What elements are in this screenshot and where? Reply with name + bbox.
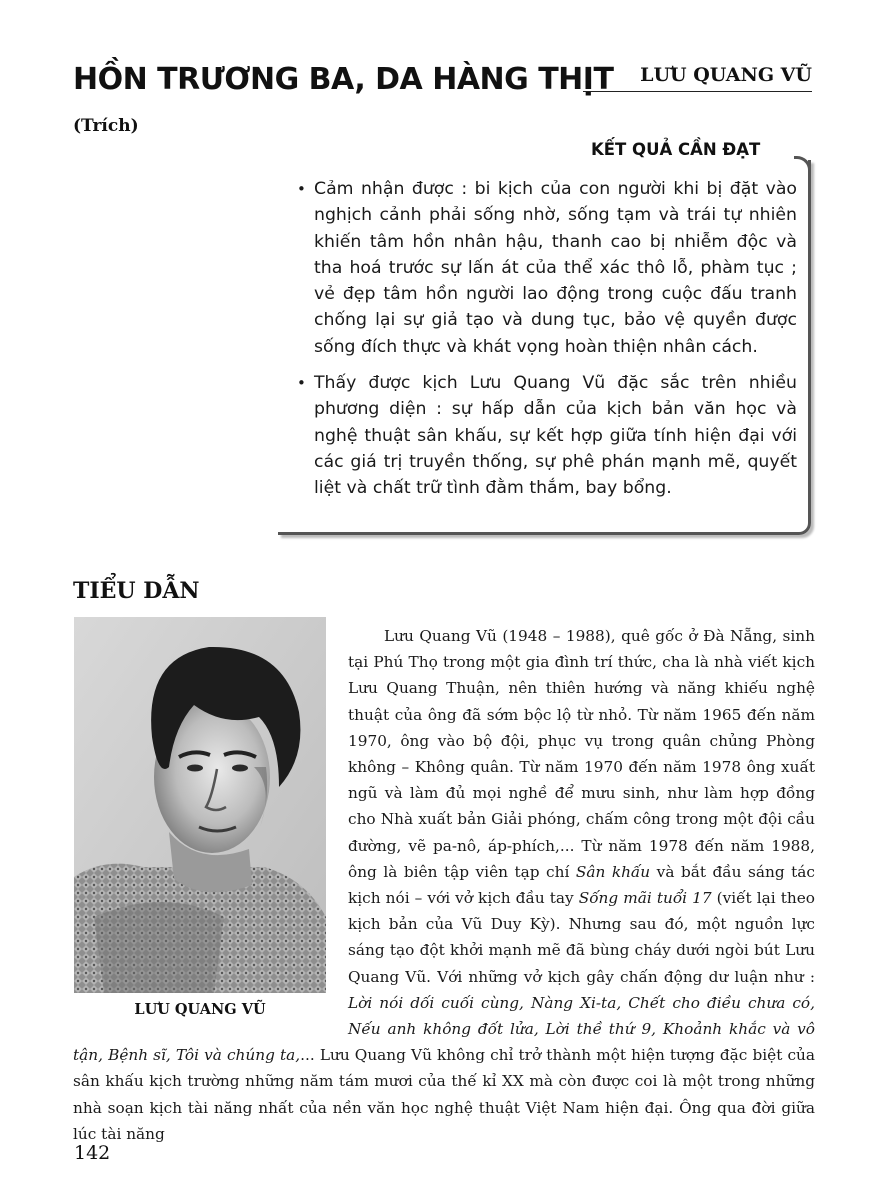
outcome-item	[297, 370, 797, 501]
plays-list: Lời nói dối cuối cùng, Nàng Xi-ta, Chết cho điều chưa có, Nếu anh không đốt lửa, Lời thề thứ 9, Khoảnh khắc và vô tận, Bệnh sĩ, Tôi và chúng ta,	[73, 993, 815, 1065]
bio-text: Lưu Quang Vũ (1948 – 1988), quê gốc ở Đà Nẵng, sinh tại Phú Thọ trong một gia đình trí thức, cha là nhà viết kịch Lưu Quang Thuận, nên thiên hướng và năng khiếu nghệ thuật của ông đã sớm bộc lộ từ nhỏ. Từ năm 1965 đến năm 1970, ông vào bộ đội, phục vụ trong quân chủng Phòng không – Không quân. Từ năm 1970 đến năm 1978 ông xuất ngũ và làm đủ mọi nghề để mưu sinh, như làm hợp đồng cho Nhà xuất bản Giải phóng, chấm công trong một đội cầu đường, vẽ pa-nô, áp-phích,... Từ năm 1978 đến năm 1988, ông là biên tập viên tạp chí	[348, 627, 815, 881]
lesson-title: HỒN TRƯƠNG BA, DA HÀNG THỊT	[73, 62, 614, 97]
outcome-text: Thấy được kịch Lưu Quang Vũ đặc sắc trên nhiều phương diện : sự hấp dẫn của kịch bản văn học và nghệ thuật sân khấu, sự kết hợp giữa tính hiện đại với các giá trị truyền thống, sự phê phán mạnh mẽ, quyết liệt và chất trữ tình đằm thắm, bay bổng.	[314, 373, 797, 499]
bio-text: (viết lại theo kịch bản của Vũ Duy Kỳ). Nhưng sau đó, một nguồn lực sáng tạo đột khởi mạnh mẽ đã bùng cháy dưới ngòi bút Lưu Quang Vũ. Với những vở kịch gây chấn động dư luận như :	[348, 889, 815, 986]
biography-block	[73, 623, 815, 1147]
portrait-float-spacer	[73, 623, 348, 1041]
bio-text: và bắt đầu sáng tác kịch nói – với vở kịch đầu tay	[348, 862, 815, 908]
author-name: LƯU QUANG VŨ	[640, 64, 812, 86]
portrait-caption: LƯU QUANG VŨ	[134, 1001, 266, 1018]
title-rule	[583, 91, 812, 92]
first-play-title: Sống mãi tuổi 17	[578, 889, 712, 908]
bullet-icon: •	[297, 180, 306, 198]
outcomes-heading: KẾT QUẢ CẦN ĐẠT	[591, 140, 761, 159]
outcomes-list	[297, 176, 797, 502]
bio-text: ... Lưu Quang Vũ không chỉ trở thành một hiện tượng đặc biệt của sân khấu kịch trường những năm tám mươi của thế kỉ XX mà còn được coi là một trong những nhà soạn kịch tài năng nhất của nền văn học nghệ thuật Việt Nam hiện đại. Ông qua đời giữa lúc tài năng	[73, 1046, 815, 1143]
outcome-item	[297, 176, 797, 360]
magazine-title: Sân khấu	[575, 862, 651, 881]
bullet-icon: •	[297, 374, 306, 393]
excerpt-note: (Trích)	[73, 116, 139, 136]
outcome-text: Cảm nhận được : bi kịch của con người khi bị đặt vào nghịch cảnh phải sống nhờ, sống tạm và trái tự nhiên khiến tâm hồn nhân hậu, thanh cao bị nhiễm độc và tha hoá trước sự lấn át của thể xác thô lỗ, phàm tục ; vẻ đẹp tâm hồn người lao động trong cuộc đấu tranh chống lại sự giả tạo và dung tục, bảo vệ quyền được sống đích thực và khát vọng hoàn thiện nhân cách.	[314, 179, 797, 357]
section-title: TIỂU DẪN	[73, 578, 200, 604]
page-number: 142	[74, 1142, 111, 1164]
